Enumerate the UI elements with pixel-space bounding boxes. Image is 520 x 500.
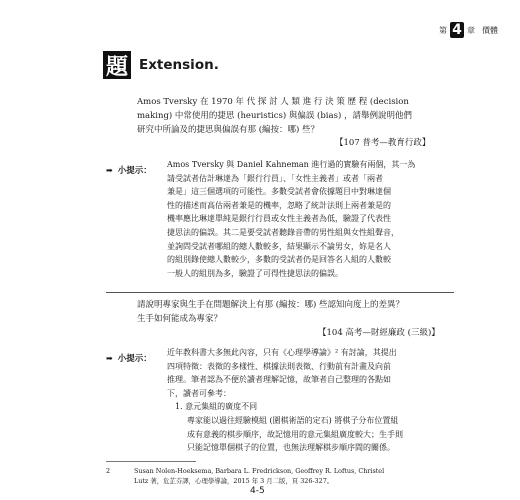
hint-2-label: 小提示： <box>117 354 152 364</box>
hint-2-label-wrap <box>106 346 152 365</box>
question-2-line: 請說明專家與生手在問題解決上有那 (編按：哪) 些認知向度上的差異？ <box>137 300 405 310</box>
hint-1-line: 一般人的組別為多，驗證了可得性捷思法的偏誤。 <box>167 268 343 278</box>
hint-2-item-line: 只能記憶單個棋子的位置，也無法理解棋步順序間的關係。 <box>187 443 395 453</box>
hint-1-line: 並詢問受試者哪組的總人數較多，結果顯示不論男女，妳是名人 <box>167 241 391 251</box>
section-heading <box>103 51 219 79</box>
question-1-line: making) 中常使用的捷思 (heuristics) 與偏誤 (bias) ，請舉例說明他們 <box>137 111 412 121</box>
footnote-separator <box>106 461 196 462</box>
chapter-number-badge: 4 <box>450 22 464 38</box>
footnote-line: Lutz 著，危芷芬譯，心理學導論，2015 年 3 月二版，頁 326-327。 <box>134 477 334 485</box>
question-1-line: Amos Tversky 在 1970 年 代 探 討 人 類 進 行 決 策 歷 程 (decision <box>137 97 409 107</box>
hint-1-body <box>167 158 452 280</box>
hint-2-item-title: 1. 意元集組的廣度不同 <box>175 402 258 412</box>
arrow-right-icon: ➡ <box>106 354 113 363</box>
footnote-line: Susan Nolen-Hoeksema, Barbara L. Fredrickson, Geoffrey R. Loftus, Christel <box>134 467 385 475</box>
chapter-title: 價體 <box>482 25 498 35</box>
hint-1-line: 性的描述而高估兩者兼是的機率，忽略了統計法則上兩者兼是的 <box>167 200 391 210</box>
hint-2-line: 四項特徵：表徵的多樣性、棋據法則表徵、行動前有計畫及向前 <box>167 361 391 371</box>
question-2-line: 生手如何能成為專家？ <box>137 314 223 324</box>
question-1 <box>137 95 442 137</box>
hint-2-item-line: 專家能以過往經驗模組 (圍棋術語的定石) 將棋子分布位置組 <box>187 415 399 425</box>
hint-1-line: 兼是」這三個選項的可能性。多數受試者會依據題目中對琳達個 <box>167 187 391 197</box>
question-1-line: 研究中所論及的捷思與偏誤有那 (編按：哪) 些？ <box>137 125 320 135</box>
footnote <box>106 466 456 486</box>
chapter-header <box>439 22 498 38</box>
hint-1-line: 請受試者估計琳達為「銀行行員」、「女性主義者」或者「兩者 <box>167 173 383 183</box>
hint-1-label: 小提示： <box>117 166 152 176</box>
hint-1-line: 捷思法的偏誤。其二是要受試者聽錄音帶的男性組與女性組聲音， <box>167 227 399 237</box>
hint-1-line: 機率應比琳達單純是銀行行員或女性主義者為低，驗證了代表性 <box>167 214 391 224</box>
hint-2-item-line: 成有意義的棋步順序，故記憶用的意元集組廣度較大；生手則 <box>187 429 403 439</box>
hint-1-label-wrap <box>106 158 152 177</box>
heading-word: Extension. <box>139 57 219 73</box>
hint-1-line: 的組別錄使總人數較少，多數的受試者仍是回答名人組的人數較 <box>167 255 391 265</box>
arrow-right-icon: ➡ <box>106 166 113 175</box>
hint-2-line: 近年教科書大多無此內容，只有《心理學導論》² 有討論，其提出 <box>167 348 397 357</box>
question-2-source: 【104 高考—財經廉政 (三級)】 <box>318 328 440 338</box>
hint-1-line: Amos Tversky 與 Daniel Kahneman 進行過的實驗有兩個，其一為 <box>167 160 416 169</box>
hint-2-line: 下，讀者可參考： <box>167 388 231 398</box>
question-1-source: 【107 普考—教育行政】 <box>335 138 431 148</box>
hint-2-line: 推理。筆者認為不便於讀者理解記憶，故筆者自己整理的各點如 <box>167 375 391 385</box>
heading-char-badge: 題 <box>103 51 131 79</box>
page-number: 4-5 <box>250 486 265 496</box>
chapter-suffix: 章 <box>467 25 475 35</box>
section-divider <box>106 292 454 293</box>
footnote-number: 2 <box>106 467 111 475</box>
question-2 <box>137 298 447 326</box>
hint-2-body <box>167 346 452 455</box>
chapter-prefix: 第 <box>439 25 447 35</box>
